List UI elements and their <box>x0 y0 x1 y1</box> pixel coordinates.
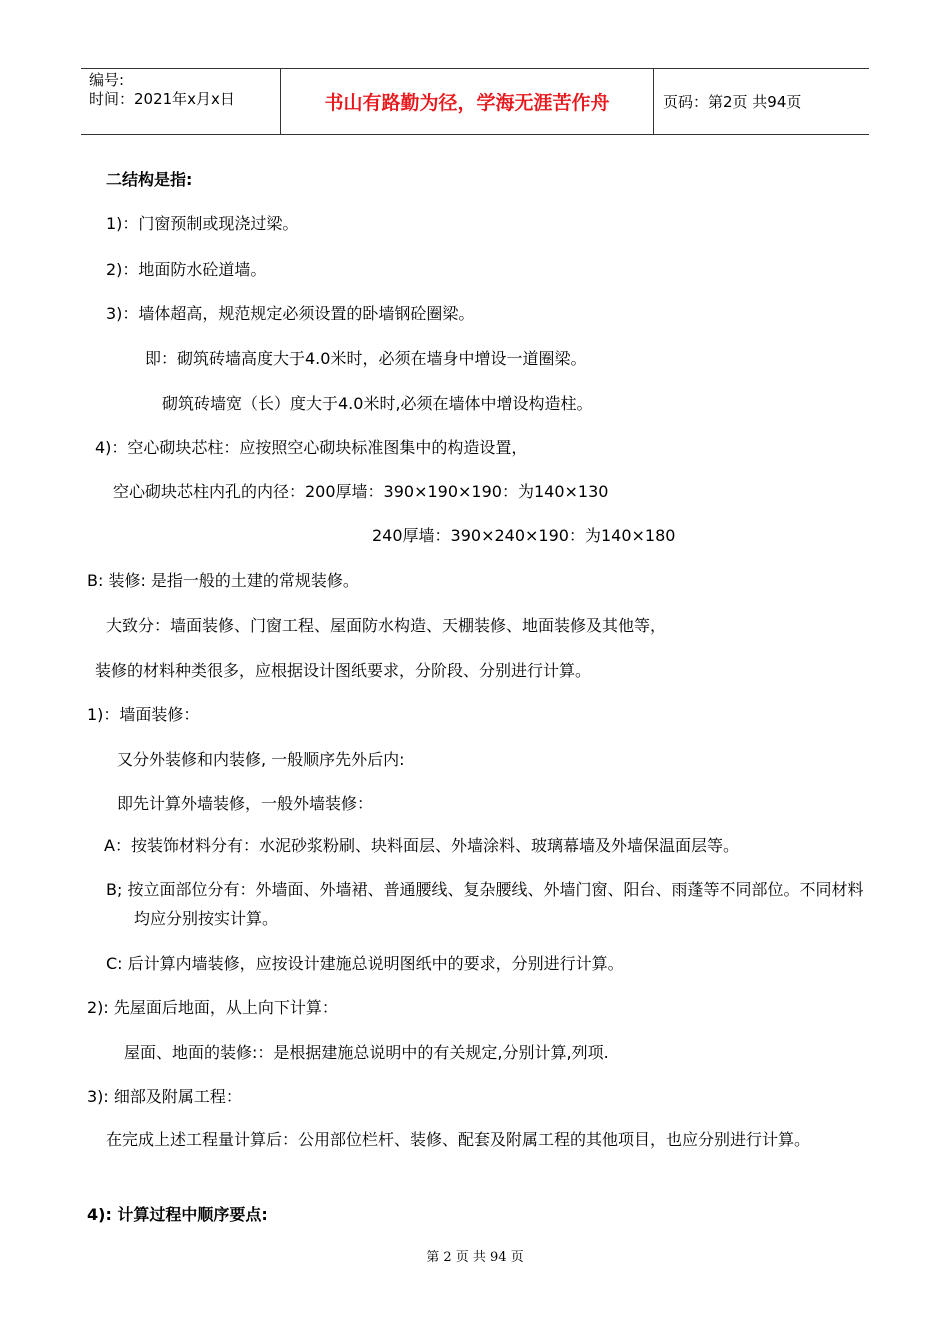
header-motto: 书山有路勤为径，学海无涯苦作舟 <box>281 69 654 134</box>
header-page-info: 页码：第2页 共94页 <box>663 93 802 111</box>
list-item: 1)：门窗预制或现浇过梁。 <box>106 214 299 233</box>
section-title: 二结构是指: <box>106 170 193 189</box>
list-item: 4): 计算过程中顺序要点: <box>87 1205 268 1224</box>
paragraph-line: 又分外装修和内装修, 一般顺序先外后内: <box>117 750 405 769</box>
list-item: C: 后计算内墙装修，应按设计建施总说明图纸中的要求，分别进行计算。 <box>106 954 624 973</box>
page-header <box>81 68 869 135</box>
list-item: 4)：空心砌块芯柱：应按照空心砌块标准图集中的构造设置， <box>95 438 528 457</box>
list-item: 2)：地面防水砼道墙。 <box>106 260 267 279</box>
document-number-label: 编号: <box>89 71 125 89</box>
list-item: 2): 先屋面后地面，从上向下计算： <box>87 998 338 1017</box>
paragraph-line: 即先计算外墙装修，一般外墙装修： <box>117 794 374 813</box>
list-item: 3): 细部及附属工程： <box>87 1087 242 1106</box>
list-item: B; 按立面部位分有：外墙面、外墙裙、普通腰线、复杂腰线、外墙门窗、阳台、雨蓬等不同部位。不同材料均应分别按实计算。 <box>106 880 864 928</box>
list-item: 1)：墙面装修： <box>87 705 200 724</box>
header-left-cell <box>81 69 281 134</box>
paragraph-line: 在完成上述工程量计算后：公用部位栏杆、装修、配套及附属工程的其他项目，也应分别进行计算。 <box>106 1130 811 1149</box>
list-item: 3)：墙体超高，规范规定必须设置的卧墙钢砼圈梁。 <box>106 304 475 323</box>
paragraph-line: 屋面、地面的装修:：是根据建施总说明中的有关规定,分别计算,列项. <box>124 1043 609 1062</box>
paragraph-line: 空心砌块芯柱内孔的内径：200厚墙：390×190×190：为140×130 <box>113 482 609 501</box>
paragraph-line: 装修的材料种类很多，应根据设计图纸要求，分阶段、分别进行计算。 <box>95 661 592 680</box>
paragraph-line: 240厚墙：390×240×190：为140×180 <box>372 526 676 545</box>
page-footer: 第 2 页 共 94 页 <box>426 1250 524 1265</box>
section-heading-b: B: 装修: 是指一般的土建的常规装修。 <box>87 571 359 590</box>
paragraph-line: 砌筑砖墙宽（长）度大于4.0米时,必须在墙体中增设构造柱。 <box>162 394 593 413</box>
document-date: 时间：2021年x月x日 <box>89 90 235 108</box>
list-item: A：按装饰材料分有：水泥砂浆粉刷、块料面层、外墙涂料、玻璃幕墙及外墙保温面层等。 <box>104 836 739 855</box>
paragraph-line: 即：砌筑砖墙高度大于4.0米时，必须在墙身中增设一道圈梁。 <box>145 349 587 368</box>
paragraph-line: 大致分：墙面装修、门窗工程、屋面防水构造、天棚装修、地面装修及其他等， <box>106 616 667 635</box>
